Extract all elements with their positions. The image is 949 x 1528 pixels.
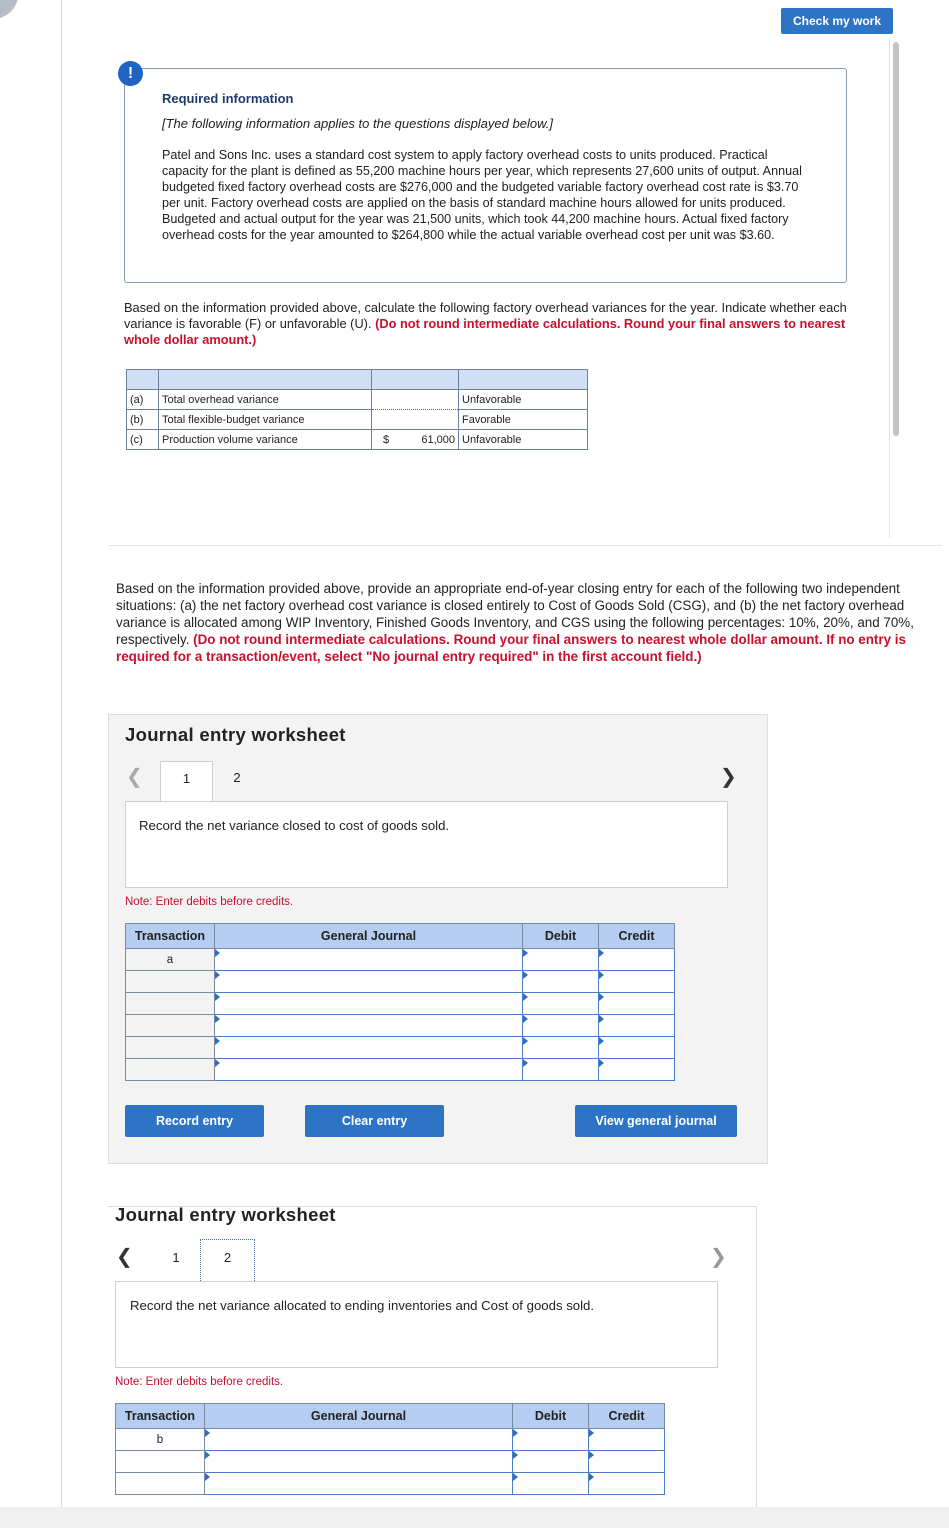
- chevron-left-icon[interactable]: ❮: [126, 766, 143, 788]
- part1-instructions-text: Based on the information provided above, calculate the following factory overhead variances for the year. Indicate whether each variance is favorable (F) or unfavorable (U).: [124, 300, 847, 332]
- worksheet-1-tab-1[interactable]: 1: [160, 761, 213, 803]
- column-credit: Credit: [589, 1404, 665, 1429]
- variance-letter: (c): [127, 430, 159, 450]
- table-row: [116, 1473, 665, 1495]
- column-debit: Debit: [523, 924, 599, 949]
- variance-amount-input[interactable]: [372, 390, 459, 410]
- transaction-cell: [126, 971, 215, 993]
- table-row: [126, 1015, 675, 1037]
- variance-amount-input[interactable]: [372, 410, 459, 430]
- debit-input[interactable]: [513, 1473, 589, 1495]
- transaction-cell: b: [116, 1429, 205, 1451]
- variance-type-select[interactable]: Unfavorable: [459, 430, 588, 450]
- transaction-cell: [126, 1015, 215, 1037]
- part2-instructions-text: Based on the information provided above, provide an appropriate end-of-year closing entry for each of the following two independent situations: (a) the net factory overhead cost variance is closed entirely to Cost of Goods Sold (CSG), and (b) the net factory overhead variance is allocated among WIP Inventory, Finished Goods Inventory, and CGS using the following percentages: 10%, 20%, and 70%, respectively.: [116, 581, 914, 647]
- part2-instructions: [116, 580, 938, 665]
- debit-input[interactable]: [513, 1451, 589, 1473]
- account-input[interactable]: [215, 993, 523, 1015]
- worksheet-2-tab-1[interactable]: 1: [172, 1250, 180, 1265]
- worksheet-2-tab-2[interactable]: 2: [200, 1239, 255, 1283]
- worksheet-1-description-box: [125, 801, 728, 888]
- transaction-cell: a: [126, 949, 215, 971]
- debit-input[interactable]: [523, 1037, 599, 1059]
- column-debit: Debit: [513, 1404, 589, 1429]
- transaction-cell: [116, 1451, 205, 1473]
- debit-input[interactable]: [523, 1015, 599, 1037]
- worksheet-1-note: Note: Enter debits before credits.: [125, 896, 294, 908]
- debit-input[interactable]: [513, 1429, 589, 1451]
- chevron-left-icon[interactable]: ❮: [116, 1246, 133, 1268]
- worksheet-2-table-clip: [115, 1403, 675, 1507]
- credit-input[interactable]: [589, 1429, 665, 1451]
- part1-instructions: [124, 300, 884, 349]
- credit-input[interactable]: [599, 971, 675, 993]
- variance-header-cell: [127, 370, 159, 390]
- worksheet-1-journal-table: [125, 923, 675, 1081]
- column-general-journal: General Journal: [215, 924, 523, 949]
- user-avatar[interactable]: [0, 0, 18, 20]
- worksheet-2-note: Note: Enter debits before credits.: [115, 1376, 284, 1388]
- variance-header-cell: [372, 370, 459, 390]
- table-row: [126, 971, 675, 993]
- chevron-right-icon[interactable]: ❯: [710, 1246, 727, 1268]
- account-input[interactable]: [205, 1451, 513, 1473]
- table-row: [126, 1059, 675, 1081]
- debit-input[interactable]: [523, 993, 599, 1015]
- required-info-body: Patel and Sons Inc. uses a standard cost system to apply factory overhead costs to units produced. Practical capacity for the plant is defined as 55,200 machine hours per year, which represents 27,600 units of output. Annual budgeted fixed factory overhead costs are $276,000 and the budgeted variable factory overhead cost rate is $3.70 per unit. Factory overhead costs are applied on the basis of standard machine hours allowed for units produced. Budgeted and actual output for the year was 21,500 units, which took 44,200 machine hours. Actual fixed factory overhead costs for the year amounted to $264,800 while the actual variable overhead cost per unit was $3.60.: [162, 148, 802, 242]
- alert-icon: !: [118, 61, 143, 86]
- variance-amount-input[interactable]: [372, 430, 459, 450]
- table-row: [116, 1451, 665, 1473]
- worksheet-1-tab-2[interactable]: 2: [233, 770, 241, 785]
- variance-header-cell: [459, 370, 588, 390]
- table-row: [126, 993, 675, 1015]
- table-row: [126, 949, 675, 971]
- credit-input[interactable]: [589, 1451, 665, 1473]
- worksheet-1-title: Journal entry worksheet: [125, 724, 346, 745]
- account-input[interactable]: [215, 971, 523, 993]
- table-row: [116, 1429, 665, 1451]
- part2-instructions-red: (Do not round intermediate calculations. Round your final answers to nearest whole dollar amount. If no entry is required for a transaction/event, select "No journal entry required" in the first account field.): [116, 632, 906, 664]
- transaction-cell: [126, 993, 215, 1015]
- column-general-journal: General Journal: [205, 1404, 513, 1429]
- credit-input[interactable]: [599, 1037, 675, 1059]
- account-input[interactable]: [215, 1059, 523, 1081]
- variance-type-select[interactable]: Favorable: [459, 410, 588, 430]
- account-input[interactable]: [215, 1015, 523, 1037]
- table-row: [126, 1037, 675, 1059]
- credit-input[interactable]: [599, 949, 675, 971]
- bottom-bar: [0, 1507, 949, 1528]
- variance-type-select[interactable]: Unfavorable: [459, 390, 588, 410]
- required-info-note: [The following information applies to the questions displayed below.]: [162, 116, 553, 131]
- chevron-right-icon[interactable]: ❯: [720, 766, 737, 788]
- debit-input[interactable]: [523, 949, 599, 971]
- clear-entry-button[interactable]: Clear entry: [305, 1105, 444, 1137]
- account-input[interactable]: [205, 1473, 513, 1495]
- credit-input[interactable]: [599, 1059, 675, 1081]
- scrollbar-thumb[interactable]: [893, 42, 899, 436]
- variance-row-b: [127, 410, 588, 430]
- variance-label: Production volume variance: [159, 430, 372, 450]
- variance-row-c: [127, 430, 588, 450]
- required-info-title: Required information: [162, 91, 294, 106]
- worksheet-2-journal-table: [115, 1403, 665, 1495]
- credit-input[interactable]: [599, 1015, 675, 1037]
- debit-input[interactable]: [523, 1059, 599, 1081]
- variance-label: Total flexible-budget variance: [159, 410, 372, 430]
- part1-instructions-red: (Do not round intermediate calculations. Round your final answers to nearest whole dollar amount.): [124, 316, 846, 348]
- column-transaction: Transaction: [116, 1404, 205, 1429]
- transaction-cell: [126, 1059, 215, 1081]
- worksheet-2-title: Journal entry worksheet: [115, 1204, 336, 1225]
- left-divider: [61, 0, 62, 1507]
- variance-row-a: [127, 390, 588, 410]
- debit-input[interactable]: [523, 971, 599, 993]
- column-transaction: Transaction: [126, 924, 215, 949]
- credit-input[interactable]: [599, 993, 675, 1015]
- column-credit: Credit: [599, 924, 675, 949]
- account-input[interactable]: [215, 1037, 523, 1059]
- variance-table: [126, 369, 588, 450]
- check-my-work-button[interactable]: Check my work: [781, 8, 893, 34]
- account-input[interactable]: [205, 1429, 513, 1451]
- record-entry-button[interactable]: Record entry: [125, 1105, 264, 1137]
- variance-currency: $: [383, 433, 390, 446]
- transaction-cell: [126, 1037, 215, 1059]
- transaction-cell: [116, 1473, 205, 1495]
- section-divider: [108, 545, 942, 546]
- variance-amount: 61,000: [421, 433, 455, 446]
- variance-header-cell: [159, 370, 372, 390]
- view-general-journal-button[interactable]: View general journal: [575, 1105, 737, 1137]
- variance-label: Total overhead variance: [159, 390, 372, 410]
- worksheet-1-description: Record the net variance closed to cost of goods sold.: [139, 818, 450, 833]
- worksheet-2-description-box: [115, 1281, 718, 1368]
- variance-letter: (b): [127, 410, 159, 430]
- credit-input[interactable]: [589, 1473, 665, 1495]
- worksheet-2-description: Record the net variance allocated to ending inventories and Cost of goods sold.: [130, 1298, 595, 1313]
- variance-letter: (a): [127, 390, 159, 410]
- account-input[interactable]: [215, 949, 523, 971]
